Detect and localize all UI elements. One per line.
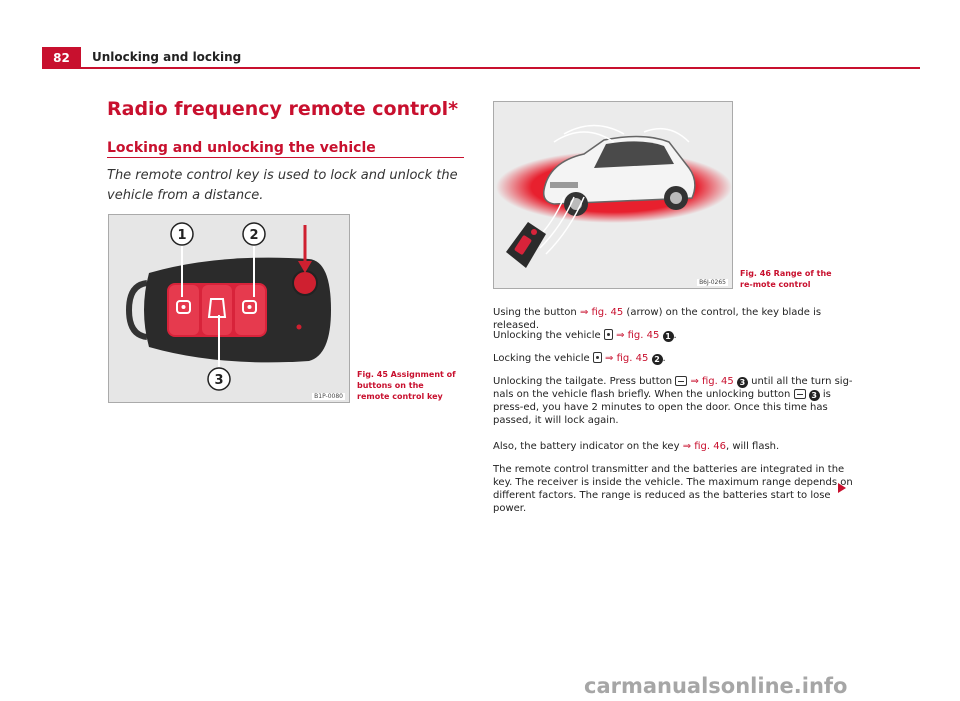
- p3-text-a: Locking the vehicle: [493, 353, 593, 364]
- figure-45-caption: Fig. 45 Assignment of buttons on the remote control key: [357, 370, 456, 401]
- callout-label-2: 2: [249, 228, 259, 243]
- callout-label-1: 1: [177, 228, 187, 243]
- subsection-rule: [107, 157, 464, 158]
- tailgate-icon: [675, 376, 687, 386]
- section-title: Radio frequency remote control*: [107, 98, 459, 120]
- p2-text-a: Unlocking the vehicle: [493, 330, 604, 341]
- continue-arrow-icon: [838, 483, 846, 493]
- p4-text-c: is press-ed, you have 2 minutes to open the door. Once this time has passed, it will lock again.: [493, 389, 831, 426]
- tailgate-button-shape: [202, 285, 232, 335]
- figure-45-code: B1P-0080: [314, 393, 343, 400]
- figure-46-range: [493, 101, 733, 289]
- callout-number-3: 3: [809, 390, 820, 401]
- p1-text-b: (arrow) on the control, the key blade is released.: [493, 307, 822, 331]
- watermark: carmanualsonline.info: [584, 674, 848, 698]
- paragraph-range: The remote control transmitter and the batteries are integrated in the key. The receiver is inside the vehicle. The maximum range depends on different factors. The range is reduced as the batteries start to lose power.: [493, 464, 853, 514]
- header-rule: [42, 67, 920, 69]
- paragraph-unlocking: [493, 329, 855, 342]
- page-number: 82: [42, 47, 81, 68]
- p4-text-b: until all the turn sig-nals on the vehicle flash briefly. When the unlocking button: [493, 376, 853, 400]
- paragraph-locking: [493, 352, 855, 365]
- fig46-reference[interactable]: ⇒ fig. 46: [682, 441, 726, 452]
- intro-text: The remote control key is used to lock and unlock the vehicle from a distance.: [107, 168, 458, 203]
- callout-label-3: 3: [214, 373, 224, 388]
- subsection-title: Locking and unlocking the vehicle: [107, 140, 376, 156]
- callout-number-2: 2: [652, 354, 663, 365]
- p2-text-b: .: [673, 330, 677, 341]
- running-head: Unlocking and locking: [92, 50, 242, 64]
- callout-number-1: 1: [663, 331, 674, 342]
- lock-button-shape: [235, 285, 265, 335]
- lock-icon: [593, 352, 602, 363]
- figure-45-remote-key: [108, 214, 350, 403]
- p5-text-a: Also, the battery indicator on the key: [493, 441, 683, 452]
- unlock-button-shape: [169, 285, 199, 335]
- p5-text-b: , will flash.: [725, 441, 780, 452]
- fig45-reference[interactable]: ⇒ fig. 45: [579, 307, 624, 318]
- paragraph-battery-indicator: [493, 440, 855, 453]
- unlock-icon: [604, 329, 613, 340]
- range-illustration: [494, 102, 732, 288]
- fig45-reference[interactable]: ⇒ fig. 45: [616, 330, 660, 341]
- p1-text-a: Using the button: [493, 307, 580, 318]
- figure-46-caption: Fig. 46 Range of the re-mote control: [740, 269, 832, 289]
- p4-text-a: Unlocking the tailgate. Press button: [493, 376, 676, 387]
- fig45-reference[interactable]: ⇒ fig. 45: [690, 376, 734, 387]
- p3-text-b: .: [662, 353, 666, 364]
- paragraph-tailgate: [493, 375, 855, 427]
- tailgate-icon: [794, 389, 806, 399]
- fig45-reference[interactable]: ⇒ fig. 45: [605, 353, 649, 364]
- remote-key-illustration: [109, 215, 349, 402]
- key-release-button: [293, 271, 317, 295]
- battery-indicator: [297, 325, 302, 330]
- callout-number-3: 3: [737, 377, 748, 388]
- figure-46-code: B6J-0265: [699, 279, 726, 286]
